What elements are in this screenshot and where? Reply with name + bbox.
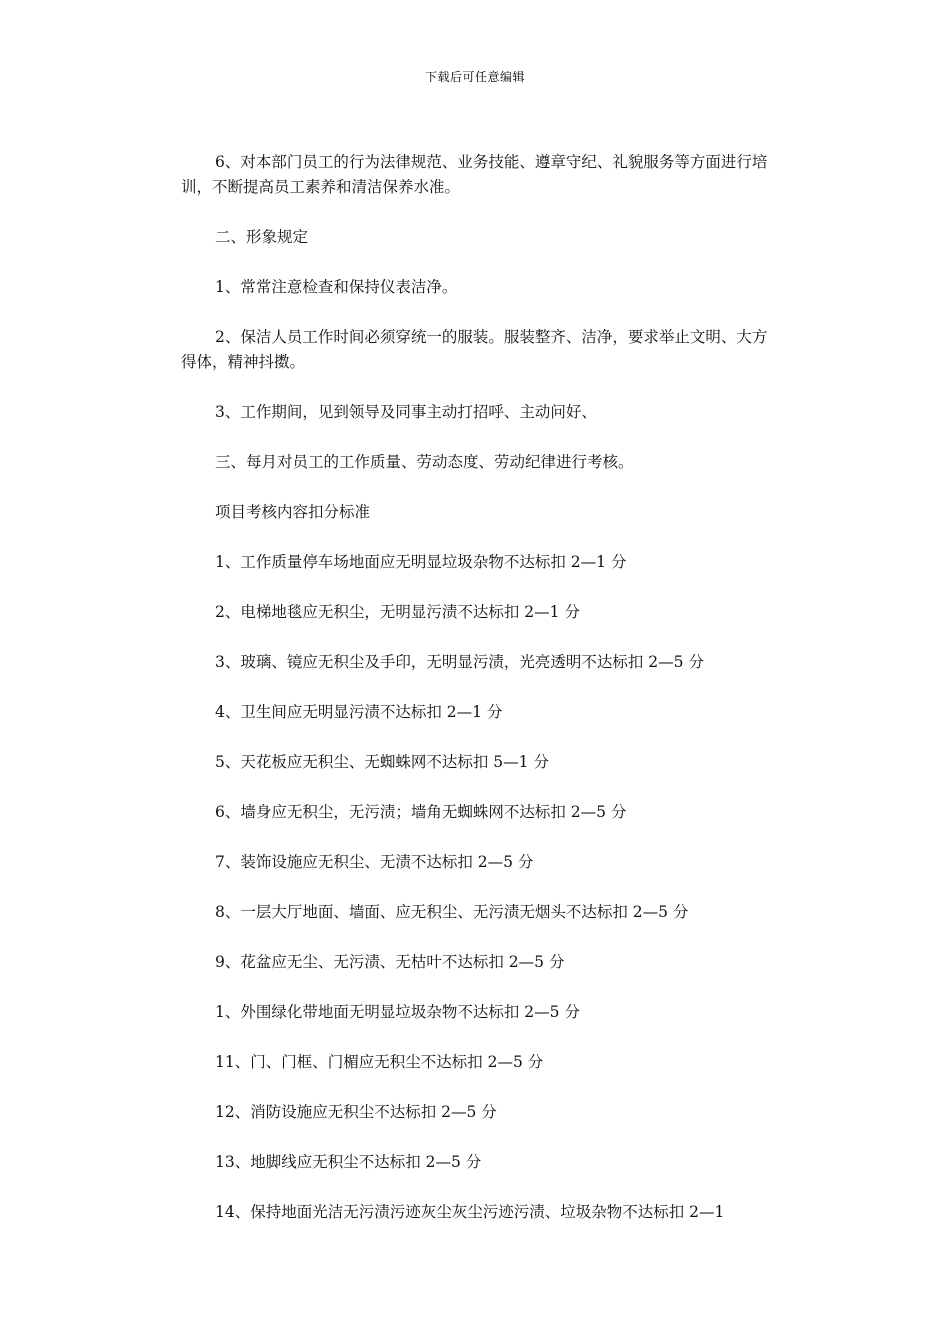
paragraph-training: 6、对本部门员工的行为法律规范、业务技能、遵章守纪、礼貌服务等方面进行培训，不断提高员工素养和清洁保养水准。 (181, 153, 768, 196)
section-heading-appearance: 二、形象规定 (215, 228, 309, 246)
list-item: 3、工作期间，见到领导及同事主动打招呼、主动问好、 (215, 403, 597, 421)
list-item: 3、玻璃、镜应无积尘及手印，无明显污渍，光亮透明不达标扣 2—5 分 (215, 653, 704, 671)
list-item: 11、门、门框、门楣应无积尘不达标扣 2—5 分 (215, 1053, 544, 1071)
list-item: 12、消防设施应无积尘不达标扣 2—5 分 (215, 1103, 497, 1121)
list-item: 4、卫生间应无明显污渍不达标扣 2—1 分 (215, 703, 503, 721)
list-item: 7、装饰设施应无积尘、无渍不达标扣 2—5 分 (215, 853, 534, 871)
document-body (181, 150, 781, 1250)
list-item: 8、一层大厅地面、墙面、应无积尘、无污渍无烟头不达标扣 2—5 分 (215, 903, 689, 921)
list-item: 5、天花板应无积尘、无蜘蛛网不达标扣 5—1 分 (215, 753, 549, 771)
list-item: 9、花盆应无尘、无污渍、无枯叶不达标扣 2—5 分 (215, 953, 565, 971)
list-item: 6、墙身应无积尘，无污渍；墙角无蜘蛛网不达标扣 2—5 分 (215, 803, 627, 821)
page-header: 下载后可任意编辑 (424, 70, 525, 84)
list-item: 2、电梯地毯应无积尘，无明显污渍不达标扣 2—1 分 (215, 603, 580, 621)
list-item: 14、保持地面光洁无污渍污迹灰尘灰尘污迹污渍、垃圾杂物不达标扣 2—1 (215, 1203, 725, 1221)
list-item: 1、常常注意检查和保持仪表洁净。 (215, 278, 458, 296)
list-item: 1、外围绿化带地面无明显垃圾杂物不达标扣 2—5 分 (215, 1003, 580, 1021)
assessment-table-header: 项目考核内容扣分标准 (215, 503, 371, 521)
list-item: 2、保洁人员工作时间必须穿统一的服装。服装整齐、洁净，要求举止文明、大方得体，精神抖擞。 (181, 328, 768, 371)
list-item: 1、工作质量停车场地面应无明显垃圾杂物不达标扣 2—1 分 (215, 553, 627, 571)
section-heading-assessment: 三、每月对员工的工作质量、劳动态度、劳动纪律进行考核。 (215, 453, 634, 471)
list-item: 13、地脚线应无积尘不达标扣 2—5 分 (215, 1153, 482, 1171)
